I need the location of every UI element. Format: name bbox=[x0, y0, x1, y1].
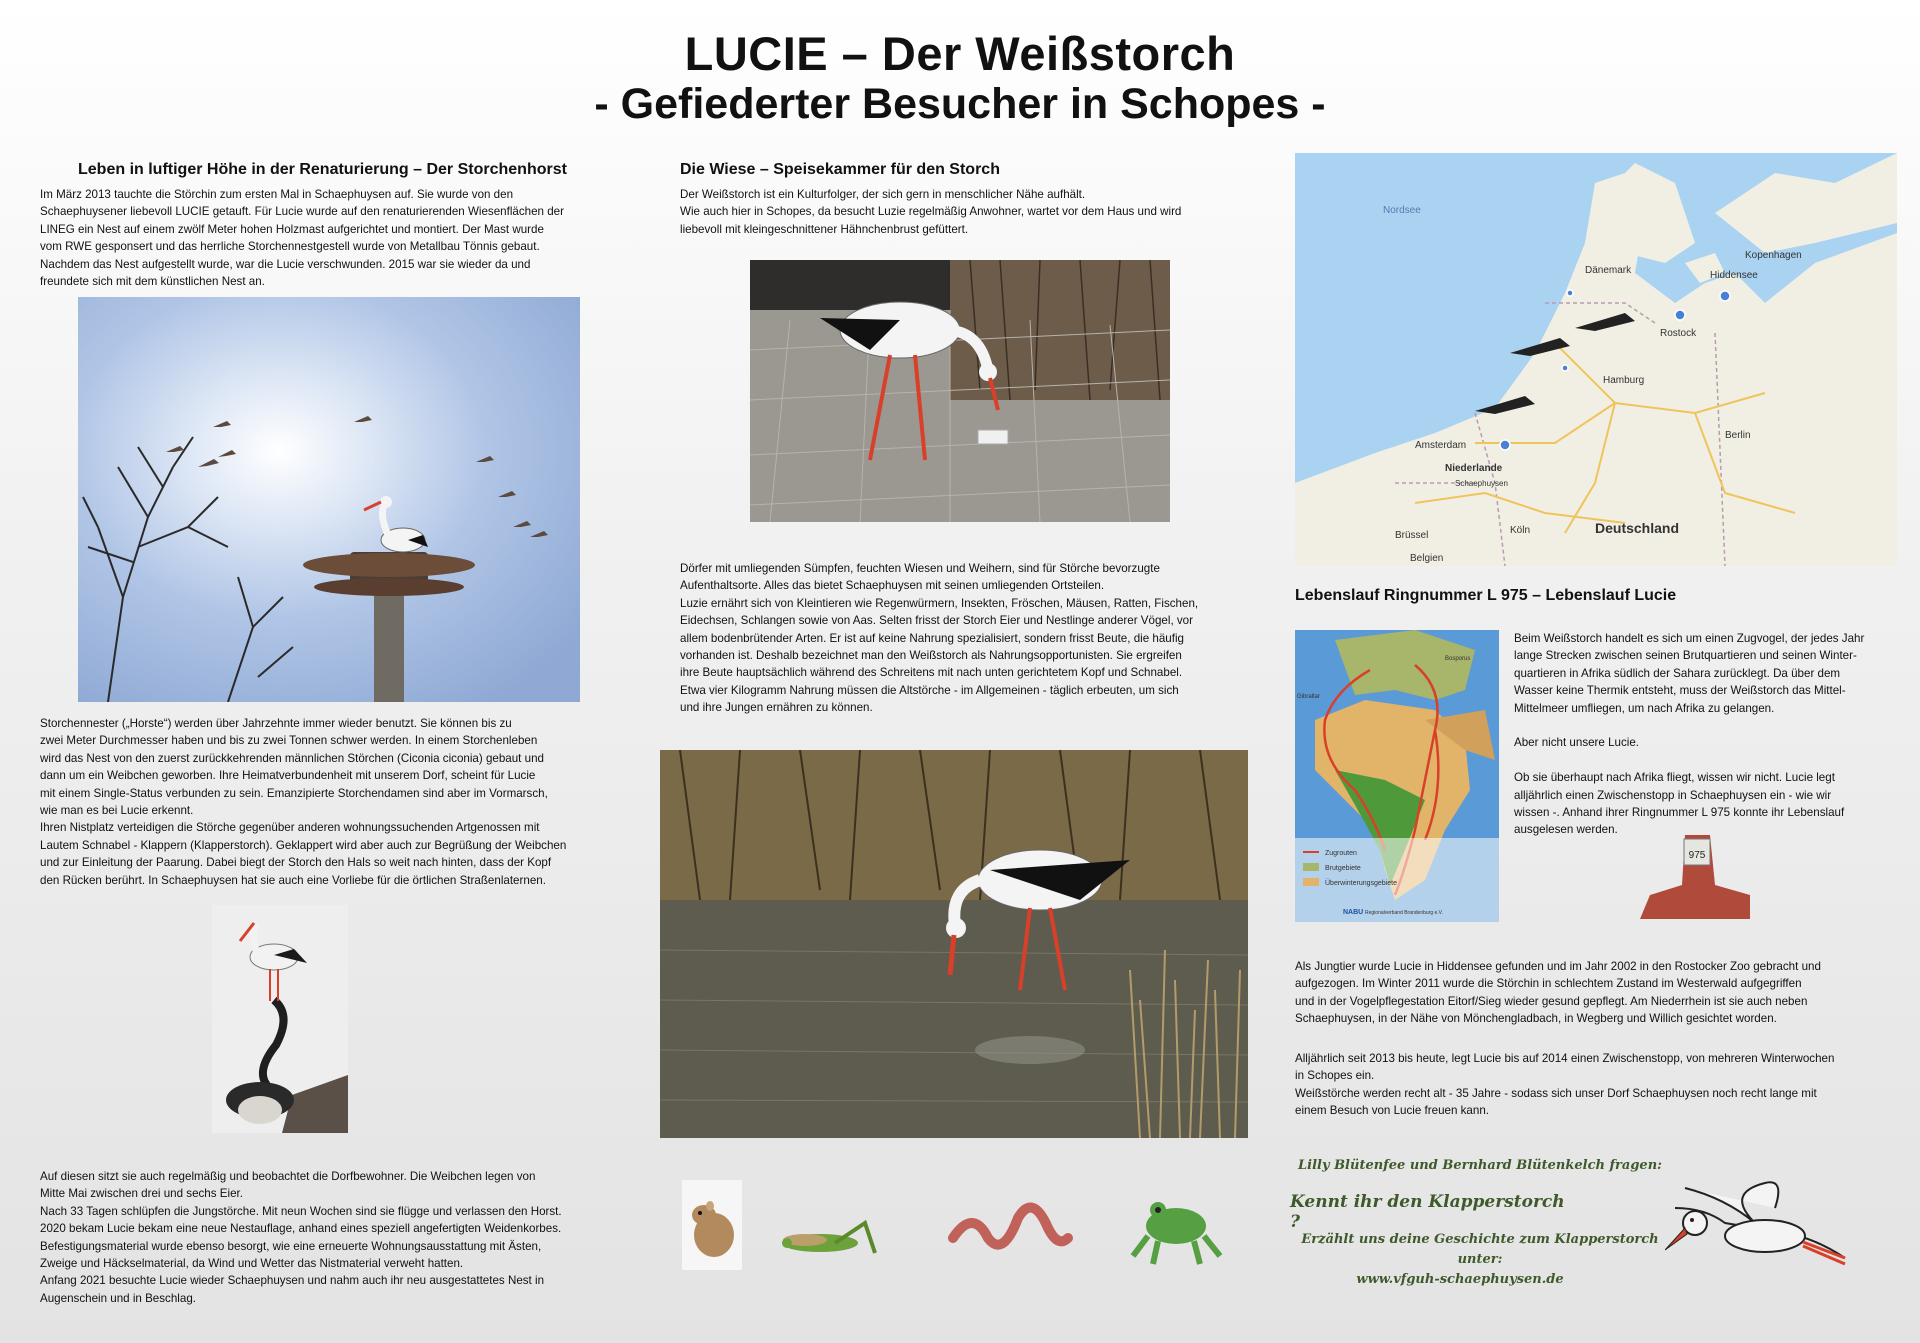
col3-body2: Alljährlich seit 2013 bis heute, legt Lucie bis auf 2014 einen Zwischenstopp, von mehreren Winterwochen in Schopes ein. Weißstörche werden recht alt - 35 Jahre - sodass sich unser Dorf Schaephuysen noch recht lange mit einem Besuch von Lucie freuen kann. bbox=[1295, 1052, 1835, 1118]
map-label-bruessel: Brüssel bbox=[1395, 530, 1429, 541]
map-label-amsterdam: Amsterdam bbox=[1415, 440, 1467, 451]
col3-heading: Lebenslauf Ringnummer L 975 – Lebenslauf Lucie bbox=[1295, 587, 1677, 604]
frog-photo bbox=[1128, 1186, 1224, 1266]
africa-legend-wintering: Überwinterungsgebiete bbox=[1325, 880, 1397, 887]
col2-heading: Die Wiese – Speisekammer für den Storch bbox=[680, 161, 1000, 178]
map-label-hiddensee: Hiddensee bbox=[1710, 270, 1758, 281]
col2-intro: Der Weißstorch ist ein Kulturfolger, der sich gern in menschlicher Nähe aufhält. Wie auch hier in Schopes, da besucht Luzie regelmäßig Anwohner, wartet vor dem Haus und wird liebevoll mit kleingeschnittener Hähnchenbrust gefüttert. bbox=[680, 188, 1182, 236]
ring-leg-photo bbox=[1640, 835, 1760, 919]
page-title: LUCIE – Der Weißstorch bbox=[684, 27, 1236, 80]
africa-legend-routes: Zugrouten bbox=[1325, 850, 1357, 857]
col1-heading: Leben in luftiger Höhe in der Renaturierung – Der Storchenhorst bbox=[78, 161, 567, 178]
africa-label-gibraltar: Gibraltar bbox=[1297, 694, 1321, 700]
col2-body: Dörfer mit umliegenden Sümpfen, feuchten Wiesen und Weihern, sind für Störche bevorzugte Aufenthaltsorte. Alles das bietet Schaephuysen mit seinen umliegenden Ortsteilen. Luzie ernährt sich von Kleintieren wie Regenwürmern, Insekten, Fröschen, Mäusen, Ratten, Fischen, Eidechsen, Schlangen sowie von Aas. Selten frisst der Storch Eier und Nestlinge anderer Vögel, vor allem bodenbrütender Arten. Er ist auf keine Nahrung spezialisiert, sondern frisst Beute, die häufig vorhanden ist. Deshalb bezeichnet man den Weißstorch als Nahrungsopportunisten. Sie ergreifen ihre Beute hauptsächlich während des Schreitens mit nach unten gerichtetem Kopf und Schnabel. Etwa vier Kilogramm Nahrung müssen die Altstörche - im Allgemeinen - täglich erbeuten, um sich und ihre Jungen ernähren zu können. bbox=[680, 562, 1199, 715]
gerbil-photo bbox=[682, 1180, 742, 1270]
map-label-berlin: Berlin bbox=[1725, 430, 1751, 441]
promo-line1: Lilly Blütenfee und Bernhard Blütenkelch fragen: bbox=[1298, 1158, 1662, 1173]
map-label-hamburg: Hamburg bbox=[1603, 375, 1645, 386]
africa-credit-sub: Regionalverband Brandenburg e.V. bbox=[1365, 910, 1443, 916]
map-label-deutschland: Deutschland bbox=[1595, 520, 1680, 536]
map-label-kopenhagen: Kopenhagen bbox=[1745, 250, 1802, 261]
col1-intro: Im März 2013 tauchte die Störchin zum ersten Mal in Schaephuysen auf. Sie wurde von den Schaephuysener liebevoll LUCIE getauft. Für Lucie wurde auf den renaturierenden Wiesenflächen der LINEG ein Nest auf einem zwölf Meter hohen Holzmast aufgerichtet und montiert. Der Mast wurde vom RWE gesponsert und das herrliche Storchennestgestell wurde von Metallbau Tönnis gebaut. Nachdem das Nest aufgestellt wurde, war die Lucie verschwunden. 2015 war sie wieder da und freundete sich mit dem künstlichen Nest an. bbox=[40, 188, 564, 289]
africa-label-bosporus: Bosporus bbox=[1445, 656, 1471, 662]
grasshopper-photo bbox=[775, 1218, 885, 1268]
stork-nest-photo bbox=[78, 297, 580, 702]
col1-body: Storchennester („Horste“) werden über Jahrzehnte immer wieder benutzt. Sie können bis zu zwei Meter Durchmesser haben und bis zu zwei Tonnen schwer werden. In einem Storchenleben wird das Nest von den zuerst zurückkehrenden männlichen Störchen (Ciconia ciconia) gebaut und dann um ein Weibchen geworben. Ihre Heimatverbundenheit mit unserem Dorf, scheint für Lucie mit einem Single-Status verbunden zu sein. Emanzipierte Storchendamen sind aber im Vormarsch, wie man es bei Lucie erkennt. Ihren Nistplatz verteidigen die Störche gegenüber anderen wohnungssuchenden Artgenossen mit Lautem Schnabel - Klappern (Klapperstorch). Geklappert wird aber auch zur Begrüßung der Weibchen und zur Einleitung der Paarung. Dabei biegt der Storch den Hals so weit nach hinten, dass der Kopf den Rücken berührt. In Schaephuysen hat sie auch eine Vorliebe für die örtlichen Straßenlaternen. bbox=[40, 717, 567, 887]
map-label-koeln: Köln bbox=[1510, 525, 1531, 536]
earthworm-photo bbox=[943, 1198, 1075, 1262]
ring-number: 975 bbox=[1688, 850, 1706, 861]
promo-website-link[interactable]: www.vfguh-schaephuysen.de bbox=[1356, 1272, 1564, 1287]
map-label-schaephuysen: Schaephuysen bbox=[1455, 479, 1508, 488]
migration-map-europe bbox=[1295, 153, 1897, 566]
map-label-niederlande: Niederlande bbox=[1445, 463, 1503, 474]
stork-on-streetlamp-photo bbox=[212, 905, 348, 1133]
page-subtitle: - Gefiederter Besucher in Schopes - bbox=[594, 80, 1326, 128]
col3-body1: Als Jungtier wurde Lucie in Hiddensee gefunden und im Jahr 2002 in den Rostocker Zoo gebracht und aufgezogen. Im Winter 2011 wurde die Störchin in schlechtem Zustand im Westerwald aufgegriffen und in der Vogelpflegestation Eitorf/Sieg wieder gesund gepflegt. Am Niederrhein ist sie auch neben Schaephuysen, in der Nähe von Mönchengladbach, in Wegberg und Willich gesichtet worden. bbox=[1295, 960, 1821, 1026]
map-label-belgien: Belgien bbox=[1410, 553, 1444, 564]
migration-map-africa bbox=[1295, 630, 1499, 922]
map-label-nordsee: Nordsee bbox=[1383, 205, 1421, 216]
africa-legend-breeding: Brutgebiete bbox=[1325, 865, 1361, 872]
col1-bottom: Auf diesen sitzt sie auch regelmäßig und beobachtet die Dorfbewohner. Die Weibchen legen von Mitte Mai zwischen drei und sechs Eier. Nach 33 Tagen schlüpfen die Jungstörche. Mit neun Wochen sind sie flügge und verlassen den Horst. 2020 bekam Lucie bekam eine neue Nestauflage, anhand eines speziell angefertigten Weidenkorbes. Befestigungsmaterial wurde ebenso besorgt, wie eine erneuerte Wohnungsausstattung mit Ästen, Zweige und Häckselmaterial, da Wind und Wetter das Nistmaterial verweht hatten. Anfang 2021 besuchte Lucie wieder Schaephuysen und nahm auch ihr neu ausgestattetes Nest in Augenschein und in Beschlag. bbox=[40, 1170, 562, 1305]
map-label-daenemark: Dänemark bbox=[1585, 265, 1632, 276]
map-label-rostock: Rostock bbox=[1660, 328, 1697, 339]
col3-side-text: Beim Weißstorch handelt es sich um einen Zugvogel, der jedes Jahr lange Strecken zwischen seinen Brutquartieren und seinen Winter- quartieren in Afrika südlich der Sahara zurücklegt. Da über dem Wasser keine Thermik entsteht, muss der Weißstorch das Mittel- Mittelmeer umfliegen, um nach Afrika zu gelangen. Aber nicht unsere Lucie. Ob sie überhaupt nach Afrika fliegt, wissen wir nicht. Lucie legt alljährlich einen Zwischenstopp in Schaephuysen ein - wie wir wissen -. Anhand ihrer Ringnummer L 975 konnte ihr Lebenslauf ausgelesen werden. bbox=[1514, 632, 1865, 837]
promo-line4: unter: bbox=[1457, 1252, 1503, 1267]
africa-credit: NABU bbox=[1343, 909, 1364, 916]
cartoon-stork-illustration bbox=[1665, 1178, 1855, 1278]
promo-line3: Erzählt uns deine Geschichte zum Klapperstorch bbox=[1301, 1232, 1659, 1247]
stork-feeding-photo bbox=[750, 260, 1170, 522]
promo-line2: Kennt ihr den Klapperstorch ? bbox=[1290, 1192, 1565, 1232]
stork-in-pond-photo bbox=[660, 750, 1248, 1138]
